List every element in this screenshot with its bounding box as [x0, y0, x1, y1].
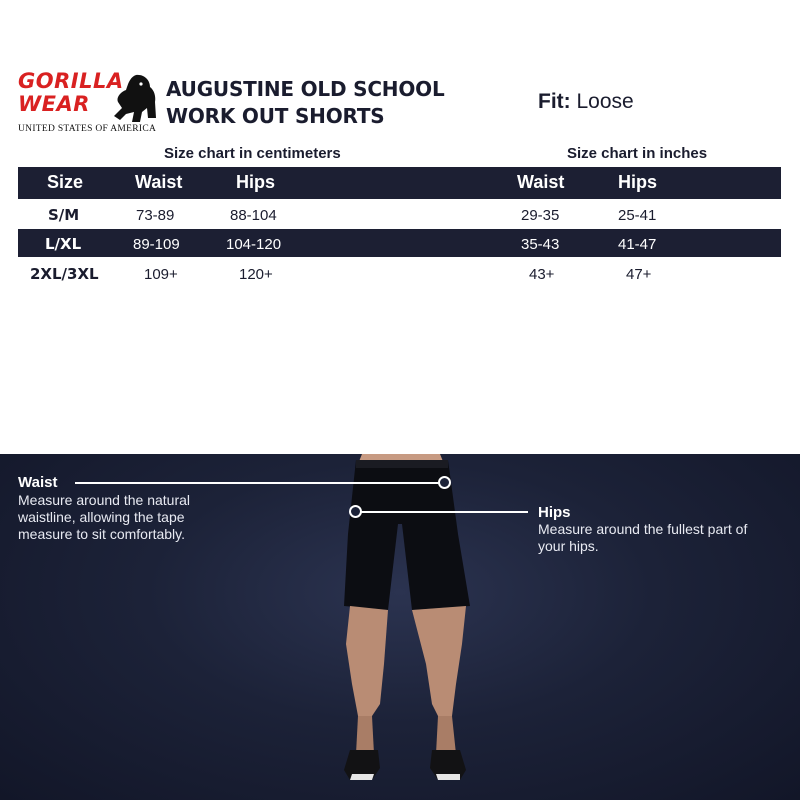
- hips-guide-line: your hips.: [538, 538, 599, 554]
- cell-size: S/M: [48, 206, 80, 224]
- cell-waist-in: 35-43: [521, 236, 560, 253]
- header-hips-cm: Hips: [236, 172, 276, 192]
- cell-hips-in: 41-47: [618, 236, 657, 253]
- fit-value: Loose: [576, 90, 634, 113]
- cell-waist-in: 29-35: [521, 207, 560, 224]
- product-title: [166, 76, 445, 130]
- waist-guide-line: waistline, allowing the tape: [18, 509, 185, 525]
- fit-info: [538, 90, 634, 114]
- logo-line-2: WEAR: [18, 92, 90, 116]
- table-header: [18, 167, 781, 199]
- hips-guide-line: Measure around the fullest part of: [538, 521, 748, 537]
- title-line-2: WORK OUT SHORTS: [166, 104, 385, 128]
- header-size: Size: [47, 172, 84, 192]
- header-hips-in: Hips: [618, 172, 658, 192]
- caption-centimeters: Size chart in centimeters: [164, 145, 341, 162]
- cell-waist-cm: 73-89: [136, 207, 175, 224]
- cell-hips-cm: 120+: [239, 266, 273, 283]
- hips-guide-text: [538, 521, 747, 555]
- logo-line-1: GORILLA: [18, 69, 124, 93]
- hips-marker-line: [360, 511, 528, 513]
- cell-hips-in: 25-41: [618, 207, 657, 224]
- header-waist-in: Waist: [517, 172, 565, 192]
- title-line-1: AUGUSTINE OLD SCHOOL: [166, 77, 445, 101]
- table-row: [18, 199, 781, 229]
- logo-subtitle: UNITED STATES OF AMERICA: [18, 124, 157, 134]
- brand-logo: [18, 70, 158, 132]
- hips-marker-dot: [349, 505, 362, 518]
- waist-marker-line: [75, 482, 441, 484]
- table-row: [18, 229, 781, 257]
- cell-waist-in: 43+: [529, 266, 555, 283]
- cell-waist-cm: 89-109: [133, 236, 180, 253]
- cell-hips-cm: 104-120: [226, 236, 282, 253]
- cell-hips-in: 47+: [626, 266, 652, 283]
- waist-guide-line: measure to sit comfortably.: [18, 526, 186, 542]
- gorilla-icon: [106, 72, 158, 124]
- waist-guide-text: [18, 492, 190, 543]
- table-row: [18, 257, 781, 287]
- hips-guide-title: Hips: [538, 504, 571, 521]
- measurement-guide-photo: [0, 454, 800, 800]
- cell-waist-cm: 109+: [144, 266, 178, 283]
- fit-label: Fit:: [538, 90, 571, 113]
- cell-hips-cm: 88-104: [230, 207, 277, 224]
- cell-size: 2XL/3XL: [30, 265, 99, 283]
- caption-inches: Size chart in inches: [567, 145, 708, 162]
- waist-marker-dot: [438, 476, 451, 489]
- waist-guide-line: Measure around the natural: [18, 492, 190, 508]
- header-waist-cm: Waist: [135, 172, 183, 192]
- cell-size: L/XL: [45, 235, 82, 253]
- waist-guide-title: Waist: [18, 474, 58, 491]
